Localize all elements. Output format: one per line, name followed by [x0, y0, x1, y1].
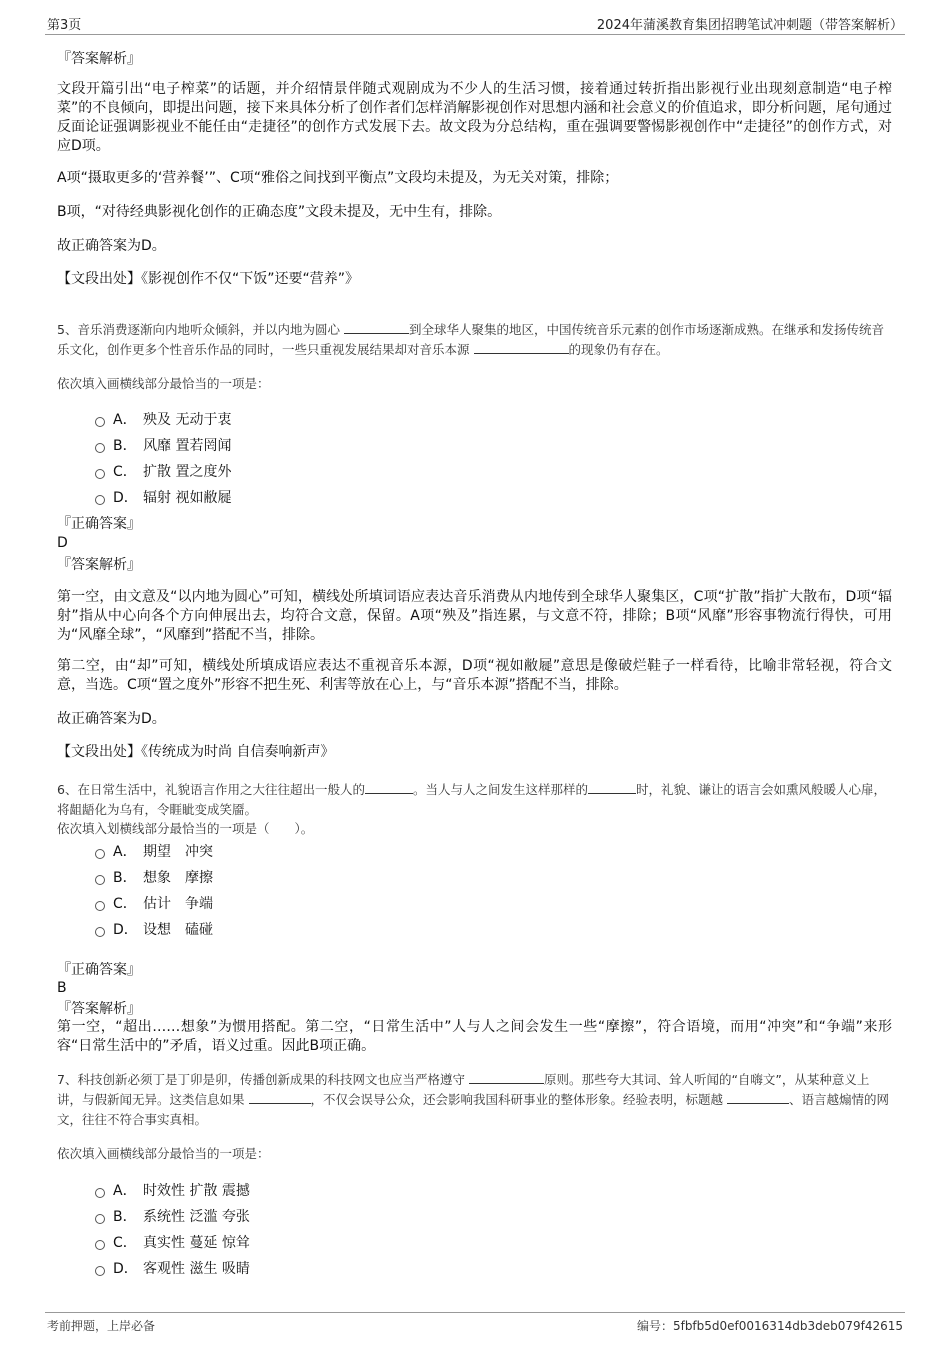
q5-instruction: 依次填入画横线部分最恰当的一项是：	[57, 376, 270, 391]
radio-icon[interactable]	[95, 1266, 105, 1276]
radio-icon[interactable]	[95, 495, 105, 505]
q4-analysis-p3: B项，“对待经典影视化创作的正确态度”文段未提及，无中生有，排除。	[57, 204, 502, 220]
q6-stem: 6、在日常生活中，礼貌语言作用之大往往超出一般人的 。当人与人之间发生这样那样的 时，礼貌、谦让的语言会如熏风般暖人心扉，将龃龉化为乌有，令睚眦变成笑靥。	[57, 782, 886, 817]
q5-option-a[interactable]: A． 殃及 无动于衷	[95, 411, 231, 429]
q6-correct-answer: B	[57, 980, 67, 996]
q4-analysis-label: 『答案解析』	[57, 51, 141, 67]
q4-analysis-p4: 故正确答案为D。	[57, 238, 166, 254]
q5-stem-part-c: 的现象仍有存在。	[568, 342, 669, 357]
q5-analysis-p3: 故正确答案为D。	[57, 711, 166, 727]
radio-icon[interactable]	[95, 927, 105, 937]
q6-analysis-label: 『答案解析』	[57, 1001, 141, 1017]
document-id: 编号：5fbfb5d0ef0016314db3deb079f42615	[636, 1319, 903, 1333]
page-number: 第3页	[47, 18, 82, 33]
page-footer	[45, 1312, 905, 1337]
q5-source: 【文段出处】《传统成为时尚 自信奏响新声》	[57, 744, 335, 760]
q5-analysis-label: 『答案解析』	[57, 557, 141, 573]
q5-stem-part-b: 到全球华人聚集的地区，中国传统音乐元素的创作市场逐渐成熟。在继承和发扬传统音乐文化，创作更多个性音乐作品的同时，一些只重视发展结果却对音乐本源	[57, 322, 884, 357]
q7-option-c[interactable]: C． 真实性 蔓延 惊耸	[95, 1234, 250, 1252]
q7-blank-1	[469, 1071, 544, 1084]
radio-icon[interactable]	[95, 443, 105, 453]
q5-correct-label: 『正确答案』	[57, 516, 141, 532]
q7-blank-2	[249, 1091, 311, 1104]
q5-option-b[interactable]: B． 风靡 置若罔闻	[95, 437, 231, 455]
q5-correct-answer: D	[57, 535, 68, 551]
radio-icon[interactable]	[95, 1240, 105, 1250]
q5-stem	[57, 320, 892, 360]
q7-option-d[interactable]: D． 客观性 滋生 吸睛	[95, 1260, 250, 1278]
q7-option-a[interactable]: A． 时效性 扩散 震撼	[95, 1182, 250, 1200]
q7-instruction: 依次填入画横线部分最恰当的一项是：	[57, 1146, 270, 1161]
q5-blank-2	[474, 341, 569, 354]
q6-option-a[interactable]: A． 期望 冲突	[95, 843, 213, 861]
footer-slogan: 考前押题，上岸必备	[47, 1319, 156, 1333]
q4-analysis-p2: A项“摄取更多的‘营养餐’”、C项“雅俗之间找到平衡点”文段均未提及，为无关对策，排除；	[57, 170, 619, 186]
radio-icon[interactable]	[95, 1214, 105, 1224]
q6-instruction: 依次填入划横线部分最恰当的一项是（ ）。	[57, 821, 314, 836]
q5-option-c[interactable]: C． 扩散 置之度外	[95, 463, 231, 481]
radio-icon[interactable]	[95, 417, 105, 427]
q6-option-d[interactable]: D． 设想 磕碰	[95, 921, 213, 939]
q6-blank-2	[588, 781, 636, 794]
q5-analysis-p1: 第一空，由文意及“以内地为圆心”可知，横线处所填词语应表达音乐消费从内地传到全球华人聚集区，C项“扩散”指扩大散布，D项“辐射”指从中心向各个方向伸展出去，均符合文意，保留。A项“殃及”指连累，与文意不符，排除；B项“风靡”形容事物流行得快，可用为“风靡全球”，“风靡到”搭配不当，排除。	[57, 589, 892, 643]
q6-analysis-p1: 第一空，“超出……想象”为惯用搭配。第二空，“日常生活中”人与人之间会发生一些“摩擦”，符合语境，而用“冲突”和“争端”来形容“日常生活中的”矛盾，语义过重。因此B项正确。	[57, 1019, 892, 1054]
q6-correct-label: 『正确答案』	[57, 962, 141, 978]
q7-option-b[interactable]: B． 系统性 泛滥 夸张	[95, 1208, 250, 1226]
radio-icon[interactable]	[95, 1188, 105, 1198]
radio-icon[interactable]	[95, 469, 105, 479]
q5-blank-1	[344, 321, 409, 334]
page-header	[45, 12, 905, 35]
radio-icon[interactable]	[95, 875, 105, 885]
q5-option-d[interactable]: D． 辐射 视如敝屣	[95, 489, 231, 507]
q4-analysis-p1: 文段开篇引出“电子榨菜”的话题，并介绍情景伴随式观剧成为不少人的生活习惯，接着通过转折指出影视行业出现刻意制造“电子榨菜”的不良倾向，即提出问题，接下来具体分析了创作者们怎样消解影视创作对思想内涵和社会意义的价值追求，即分析问题，尾句通过反面论证强调影视业不能任由“走捷径”的创作方式发展下去。故文段为分总结构，重在强调要警惕影视创作中“走捷径”的创作方式，对应D项。	[57, 81, 892, 154]
radio-icon[interactable]	[95, 849, 105, 859]
q7-blank-3	[727, 1091, 789, 1104]
q6-option-b[interactable]: B． 想象 摩擦	[95, 869, 213, 887]
q4-source: 【文段出处】《影视创作不仅“下饭”还要“营养”》	[57, 271, 360, 287]
q5-analysis-p2: 第二空，由“却”可知，横线处所填成语应表达不重视音乐本源，D项“视如敝屣”意思是像破烂鞋子一样看待，比喻非常轻视，符合文意，当选。C项“置之度外”形容不把生死、利害等放在心上，与“音乐本源”搭配不当，排除。	[57, 658, 892, 693]
q5-stem-part-a: 5、音乐消费逐渐向内地听众倾斜，并以内地为圆心	[57, 322, 340, 337]
q6-blank-1	[365, 781, 413, 794]
q7-stem: 7、科技创新必须丁是丁卯是卯，传播创新成果的科技网文也应当严格遵守 原则。那些夸大其词、耸人听闻的“自嗨文”，从某种意义上讲，与假新闻无异。这类信息如果 ，不仅会误导公众，还会影响我国科研事业的整体形象。经验表明，标题越 、语言越煽情的网文，往往不符合事实真相。	[57, 1072, 890, 1127]
q6-option-c[interactable]: C． 估计 争端	[95, 895, 213, 913]
radio-icon[interactable]	[95, 901, 105, 911]
document-title: 2024年蒲溪教育集团招聘笔试冲刺题（带答案解析）	[596, 18, 903, 33]
